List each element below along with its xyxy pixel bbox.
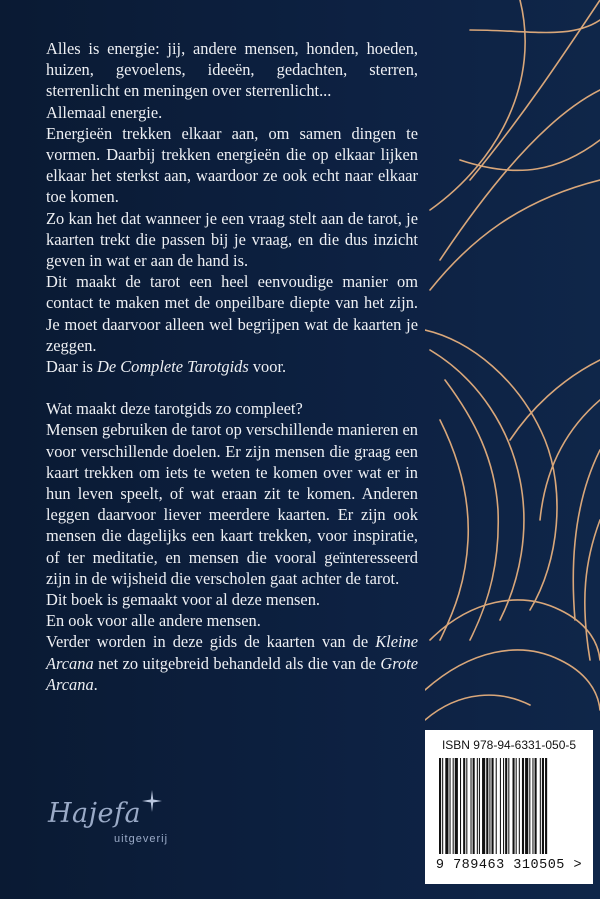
paragraph-intro: Alles is energie: jij, andere mensen, honden, hoeden, huizen, gevoelens, ideeën, gedachten, sterren, sterrenlicht en meningen over sterrenlicht...: [46, 39, 418, 101]
paragraph-attraction: Energieën trekken elkaar aan, om samen dingen te vormen. Daarbij trekken energieën die op elkaar lijken elkaar het sterkst aan, waardoor ze ook echt naar elkaar toe komen.: [46, 123, 418, 207]
barcode-bar: [500, 758, 501, 854]
paragraph-book: Daar is De Complete Tarotgids voor.: [46, 357, 287, 377]
barcode-bar: [503, 758, 504, 854]
barcode-bar: [535, 758, 537, 854]
barcode-bar: [486, 758, 488, 854]
barcode-digits: 9 789463 310505 >: [435, 858, 583, 873]
publisher-logo-text: Hajefa: [48, 798, 142, 829]
barcode-bar: [540, 758, 541, 854]
barcode-bar: [442, 758, 443, 854]
isbn-label: ISBN 978-94-6331-050-5: [441, 738, 577, 752]
paragraph-others: En ook voor alle andere mensen.: [46, 611, 261, 631]
paragraph-usage: Mensen gebruiken de tarot op verschillende manieren en voor verschillende doelen. Er zijn mensen die graag een kaart trekken om iets te weten te komen over wat er in hun leven speelt, of wat eraan zit te komen. Anderen leggen daarvoor liever meerdere kaarten. Er zijn ook mensen die dagelijks een kaart trekken, voor inspiratie, of ter meditatie, en mensen die vooral geïnteresseerd zijn in de wijsheid die verscholen gaat achter de tarot.: [46, 420, 418, 588]
paragraph-energy: Allemaal energie.: [46, 102, 163, 122]
barcode-bar: [473, 758, 475, 854]
gold-line: [573, 450, 600, 620]
barcode-bar: [519, 758, 520, 854]
gold-line: [425, 650, 600, 710]
paragraph-contact: Dit maakt de tarot een heel eenvoudige manier om contact te maken met de onpeilbare diepte van het zijn. Je moet daarvoor alleen wel begrijpen wat de kaarten je zeggen.: [46, 272, 418, 355]
barcode-bar: [455, 758, 458, 854]
gold-line: [585, 520, 600, 660]
publisher-logo: [44, 790, 174, 850]
barcode-bar: [460, 758, 461, 854]
gold-line: [445, 380, 498, 640]
barcode-bar: [466, 758, 467, 854]
barcode-bar: [513, 758, 515, 854]
barcode-bar: [439, 758, 441, 854]
barcode-bar: [450, 758, 451, 854]
paragraph-audience: Dit boek is gemaakt voor al deze mensen.: [46, 590, 320, 610]
barcode-bar: [479, 758, 480, 854]
barcode-bar: [489, 758, 490, 854]
barcode-bar: [508, 758, 509, 854]
gold-line: [425, 695, 530, 720]
isbn-barcode: [425, 730, 593, 884]
kleine-arcana: Kleine Arcana: [46, 632, 418, 673]
barcode-bar: [492, 758, 494, 854]
barcode-bar: [529, 758, 530, 854]
barcode-bar: [445, 758, 448, 854]
grote-arcana: Grote Arcana: [46, 653, 418, 694]
gold-line: [470, 20, 600, 33]
barcode-bar: [496, 758, 497, 854]
barcode-bar: [482, 758, 485, 854]
paragraph-question-complete: Wat maakt deze tarotgids zo compleet?: [46, 399, 303, 419]
barcode-bar: [522, 758, 524, 854]
barcode-bar: [471, 758, 472, 854]
back-cover-text: [46, 38, 418, 695]
barcode-bar: [532, 758, 533, 854]
barcode-bar: [477, 758, 478, 854]
paragraph-question: Zo kan het dat wanneer je een vraag stelt aan de tarot, je kaarten trekt die passen bij je vraag, en die dus inzicht geven in wat er aan de hand is.: [46, 208, 418, 271]
paragraph-arcana: Verder worden in deze gids de kaarten van de Kleine Arcana net zo uitgebreid behandeld als die van de Grote Arcana.: [46, 632, 418, 694]
barcode-bar: [545, 758, 547, 854]
barcode-bars: [437, 758, 581, 858]
gold-line: [540, 400, 600, 520]
barcode-bar: [463, 758, 465, 854]
barcode-bar: [542, 758, 544, 854]
gold-line: [440, 420, 468, 640]
barcode-bar: [525, 758, 528, 854]
publisher-sub-text: uitgeverij: [114, 833, 169, 845]
star-icon: [142, 790, 162, 812]
gold-line: [430, 350, 524, 620]
gold-line: [430, 180, 600, 290]
barcode-bar: [453, 758, 454, 854]
barcode-bar: [505, 758, 507, 854]
book-title: De Complete Tarotgids: [96, 357, 249, 377]
barcode-bar: [516, 758, 517, 854]
